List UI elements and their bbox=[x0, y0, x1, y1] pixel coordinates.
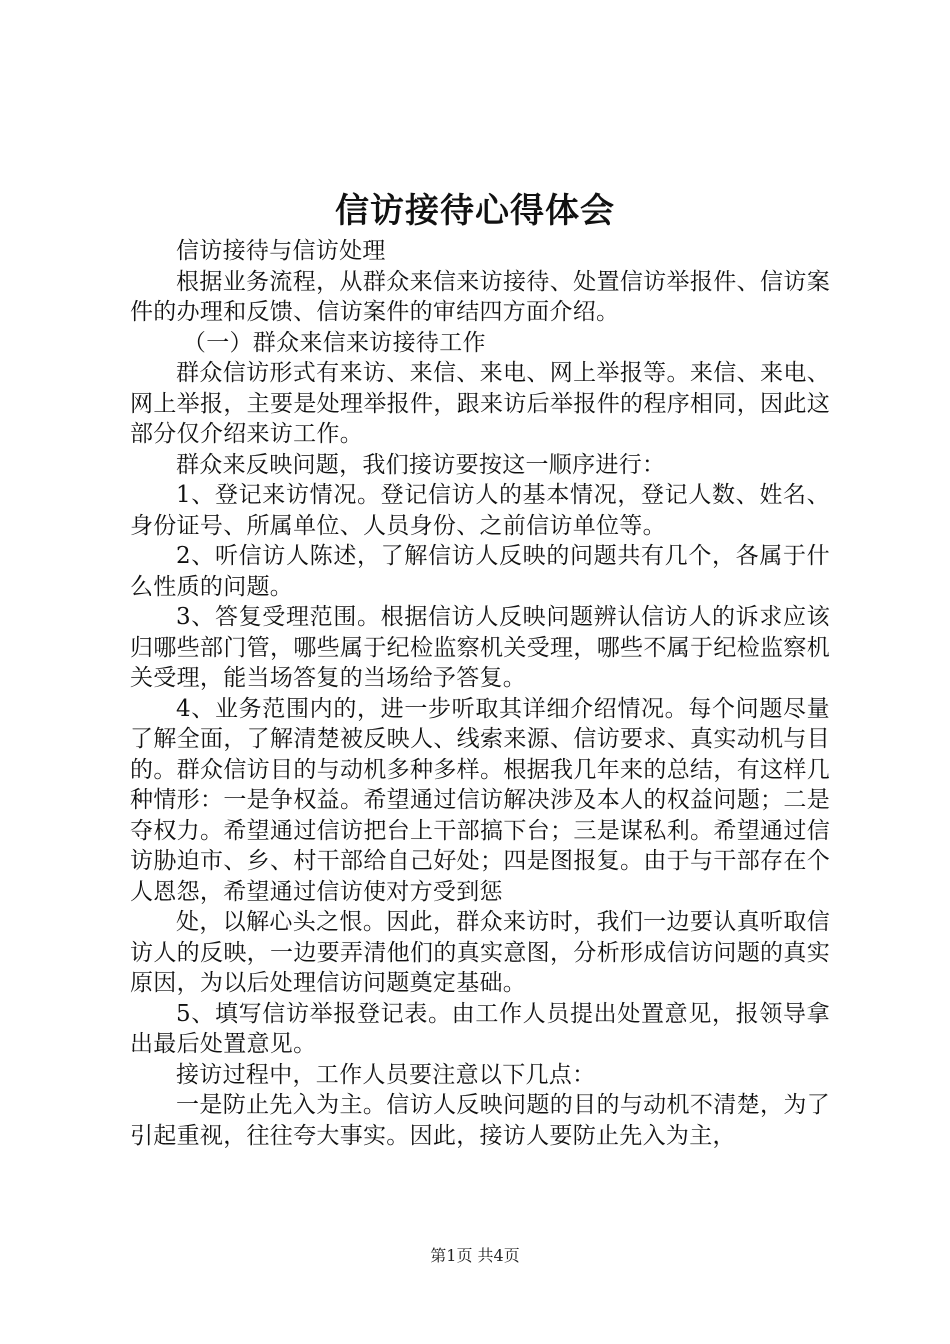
paragraph-subtitle: 信访接待与信访处理 bbox=[176, 238, 386, 264]
paragraph-step-3: 3、答复受理范围。根据信访人反映问题辨认信访人的诉求应该归哪些部门管，哪些属于纪检监察机关受理，哪些不属于纪检监察机关受理，能当场答复的当场给予答复。 bbox=[130, 604, 830, 691]
page-footer: 第1页 共4页 bbox=[430, 1246, 520, 1265]
paragraph-step-5: 5、填写信访举报登记表。由工作人员提出处置意见，报领导拿出最后处置意见。 bbox=[130, 1000, 830, 1057]
paragraph-step-4-cont: 处，以解心头之恨。因此，群众来访时，我们一边要认真听取信访人的反映，一边要弄清他们的真实意图，分析形成信访问题的真实原因，为以后处理信访问题奠定基础。 bbox=[130, 909, 830, 996]
paragraph-forms: 群众信访形式有来访、来信、来电、网上举报等。来信、来电、网上举报，主要是处理举报件，跟来访后举报件的程序相同，因此这部分仅介绍来访工作。 bbox=[130, 360, 830, 447]
paragraph-step-4: 4、业务范围内的，进一步听取其详细介绍情况。每个问题尽量了解全面，了解清楚被反映人、线索来源、信访要求、真实动机与目的。群众信访目的与动机多种多样。根据我几年来的总结，有这样几种情形：一是争权益。希望通过信访解决涉及本人的权益问题；二是夺权力。希望通过信访把台上干部搞下台；三是谋私利。希望通过信访胁迫市、乡、村干部给自己好处；四是图报复。由于与干部存在个人恩怨，希望通过信访使对方受到惩 bbox=[130, 695, 830, 905]
document-body bbox=[130, 236, 830, 1151]
paragraph-step-1: 1、登记来访情况。登记信访人的基本情况，登记人数、姓名、身份证号、所属单位、人员身份、之前信访单位等。 bbox=[130, 482, 830, 539]
paragraph-order: 群众来反映问题，我们接访要按这一顺序进行： bbox=[176, 451, 666, 478]
section-heading-1: （一）群众来信来访接待工作 bbox=[182, 329, 486, 356]
paragraph-notes: 接访过程中，工作人员要注意以下几点： bbox=[176, 1061, 596, 1088]
paragraph-note-1: 一是防止先入为主。信访人反映问题的目的与动机不清楚，为了引起重视，往往夸大事实。因此，接访人要防止先入为主， bbox=[130, 1092, 830, 1149]
paragraph-intro: 根据业务流程，从群众来信来访接待、处置信访举报件、信访案件的办理和反馈、信访案件的审结四方面介绍。 bbox=[130, 268, 830, 325]
paragraph-step-2: 2、听信访人陈述，了解信访人反映的问题共有几个，各属于什么性质的问题。 bbox=[130, 543, 830, 600]
document-title: 信访接待心得体会 bbox=[335, 191, 615, 231]
